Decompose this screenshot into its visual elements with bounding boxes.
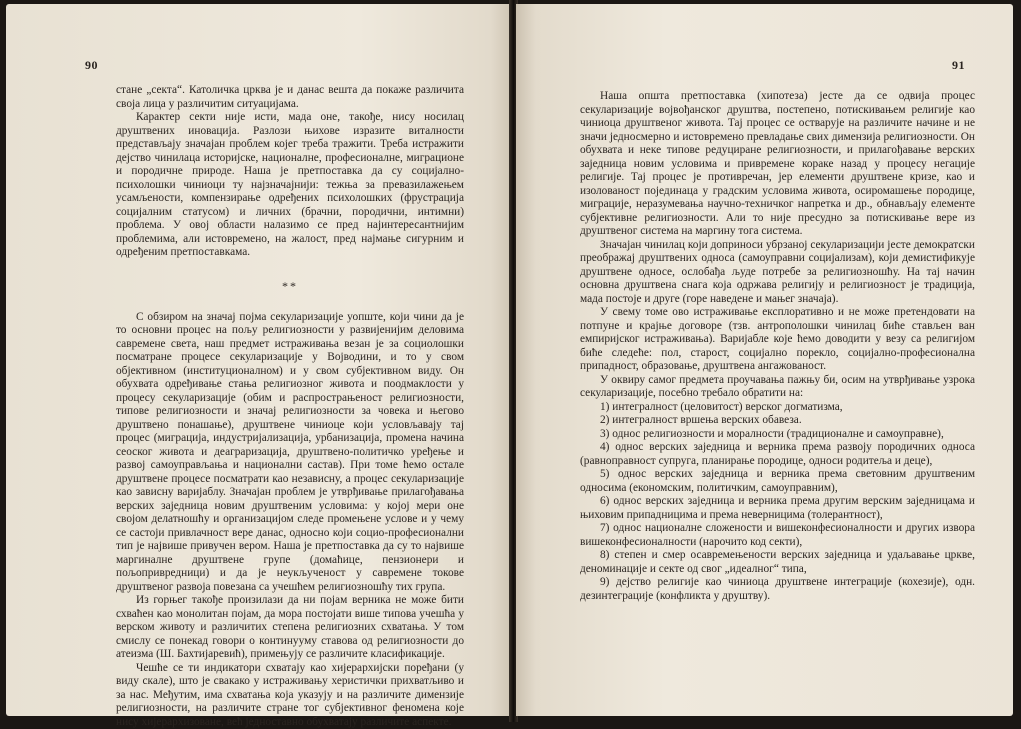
paragraph: Значајан чинилац који доприноси убрзаној секуларизацији јесте демократски преображај друштвених односа (самоуправни социјализам), који демистификује друштвене односе, ослобађа људе потребе за религиозношћу. На тај начин основна друштвена снага која одржава религију и религиозност је традиција, мада постоје и друге (горе наведене и мањег значаја). (580, 239, 975, 307)
list-item: 7) однос националне сложености и вишеконфесионалности и других извора вишеконфесионалности (нарочито код секти), (580, 522, 975, 549)
list-item: 6) однос верских заједница и верника према другим верским заједницама и њиховим припадницима и према неверницима (толерантност), (580, 495, 975, 522)
paragraph: У оквиру самог предмета проучавања пажњу би, осим на утврђивање узрока секуларизације, посебно требало обратити на: (580, 374, 975, 401)
list-item: 2) интегралност вршења верских обавеза. (580, 414, 975, 428)
paragraph: У свему томе ово истраживање експлоративно и не може претендовати на потпуне и крајње договоре (тзв. антрополошки чинилац биће стављен ван емпиријског истраживања). Варијабле које ћемо доводити у везу са религијом биће следеће: пол, старост, социјално порекло, социјално-професионална припадност, образовање, друштвена ангажованост. (580, 306, 975, 374)
paragraph: Из горњег такође произилази да ни појам верника не може бити схваћен као монолитан појам, да мора постојати више типова учешћа у верском животу и различитих степена религиозних схватања. У том смислу се понекад говори о континууму ставова од религиозности до атеизма (Ш. Бахтијаревић), примењују се различите класификације. (116, 594, 464, 662)
paragraph: стане „секта“. Католичка црква је и данас вешта да покаже различита своја лица у различитим ситуацијама. (116, 84, 464, 111)
page-number-right: 91 (952, 58, 965, 73)
paragraph: Карактер секти није исти, мада оне, такође, нису носилац друштвених иновација. Разлози њихове изразите виталности представљају значајан проблем којег треба тражити. Треба истражити дејство чинилаца историјске, националне, професионалне, миграционе и породичне природе. Наша је претпоставка да су социјално-психолошки чиниоци ту најзначајнији: тежња за превазилажењем усамљености, компензирање одређених психолошких (фрустрација социјалним статусом) и личних (брачни, породични, интимни) проблема. У овој области налазимо се пред најинтересантнијим проблемима, али истовремено, на жалост, пред најмање сигурним и одређеним претпоставкама. (116, 111, 464, 260)
paragraph: С обзиром на значај појма секуларизације уопште, који чини да је то основни процес на пољу религиозности у развијенијим деловима савремене света, наш предмет истраживања везан је за социолошки посматране процесе секуларизације у Војводини, и то у свом објективном (институционалном) и у свом субјективном виду. Он обухвата одређивање стања религиозног живота и поодмаклости у процесу секуларизације (обим и распрострањеност религиозности, типове религиозности и значај религиозности за човека и његово друштвено понашање), друштвене чиниоце који условљавају тај процес (миграција, индустријализација, урбанизација, промена начина сеоског живота и деаграризација, друштвено-политичко уређење и развој самоуправљања и национални састав). При томе ћемо остале друштвене процесе посматрати као независну, а процес секуларизације као зависну варијаблу. Значајан проблем је утврђивање прилагођавања верских заједница новим друштвеним условима: у којој мери оне својом делатношћу и организацијом следе промењене услове и у чему се састоји привлачност вере данас, односно који социо-професионални тип је највише привучен вером. Наша је претпоставка да су то највише маргиналне друштвене групе (домаћице, пензионери и пољопривредници) и да је неукљученост у савремене токове друштвеног развоја повезана са учешћем религиозношћу тих група. (116, 311, 464, 595)
paragraph: Наша општа претпоставка (хипотеза) јесте да се одвија процес секуларизације војвођанског друштва, постепено, потискивањем религије као чиниоца друштвеног живота. Тај процес се остварује на различите начине и не значи једносмерно и истовремено превладање свих димензија религиозности. Он обухвата и неке типове редуциране религиозности, и прилагођавање верских заједница новим условима и привремене кораке назад у процесу негације религије. Тај процес је противречан, јер елементи друштвене кризе, као и изолованост појединаца у градским условима живота, осиромашење породице, миграције, неразумевања научно-техничког напретка и др., обнављају елементе субјективне религиозности. Али то није пресудно за потискивање вере из друштвеног система на маргину тога система. (580, 90, 975, 239)
section-separator: ** (116, 279, 464, 293)
page-number-left: 90 (85, 58, 98, 73)
list-item: 9) дејство религије као чиниоца друштвене интеграције (кохезије), одн. дезинтеграције (конфликта у друштву). (580, 576, 975, 603)
list-item: 3) однос религиозности и моралности (традиционалне и самоуправне), (580, 428, 975, 442)
list-item: 1) интегралност (целовитост) верског догматизма, (580, 401, 975, 415)
left-page-text (116, 84, 464, 729)
right-page-text (580, 90, 975, 603)
paragraph: Чешће се ти индикатори схватају као хијерархијски поређани (у виду скале), што је свакако у истраживању херистички прихватљиво и за нас. Међутим, има схватања која указују и на различите димензије религиозности, на различите стране тог субјективног феномена које нису хијерархизоване, већ једноставно обухватају различите аспекте. (116, 662, 464, 729)
list-item: 8) степен и смер осавремењености верских заједница и удаљавање цркве, деноминације и секте од свог „идеалног“ типа, (580, 549, 975, 576)
list-item: 4) однос верских заједница и верника према развоју породичних односа (равноправност супруга, планирање породице, односи родитеља и деце), (580, 441, 975, 468)
left-page (6, 4, 511, 716)
list-item: 5) однос верских заједница и верника према световним друштвеним односима (економским, политичким, самоуправним), (580, 468, 975, 495)
right-page (516, 4, 1013, 716)
